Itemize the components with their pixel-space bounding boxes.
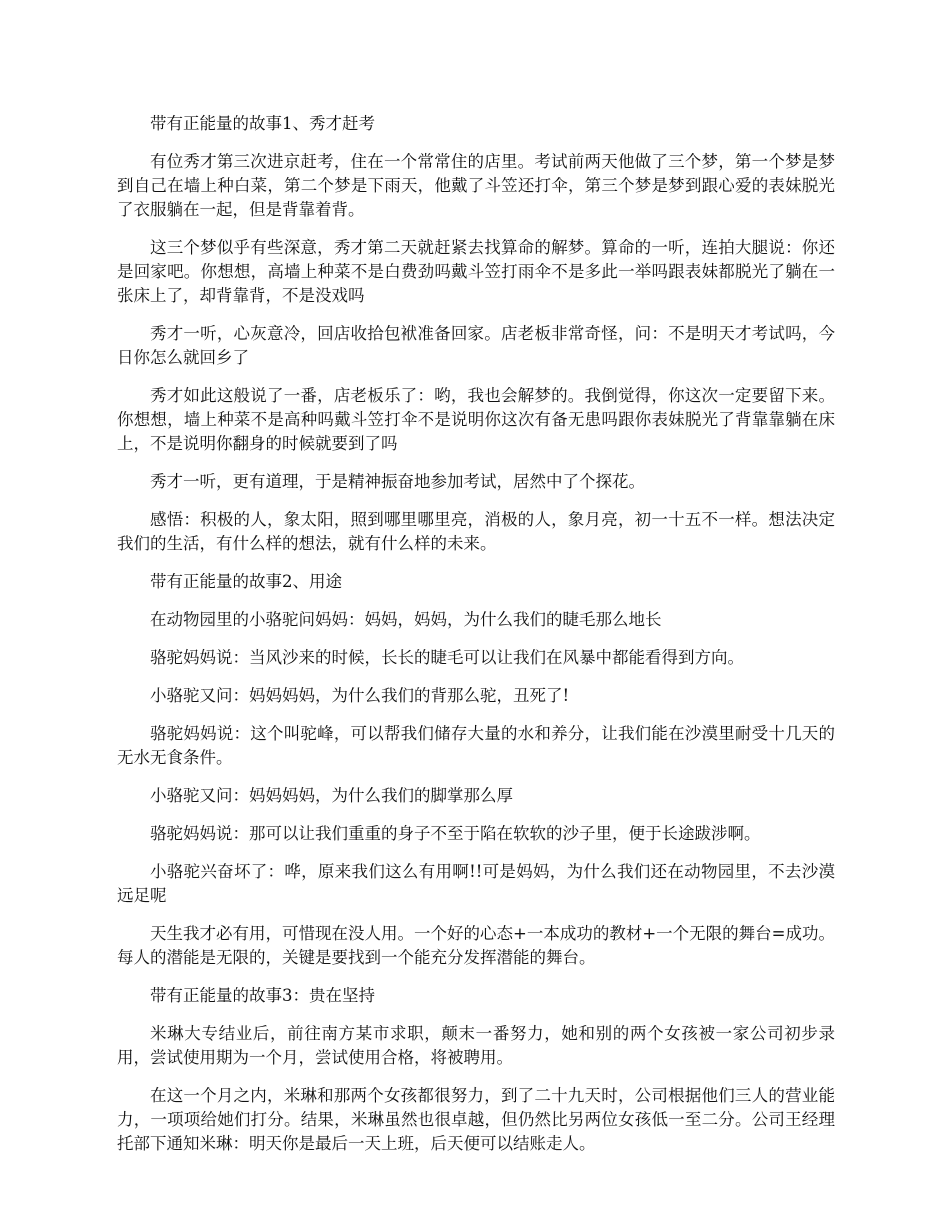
paragraph: 米琳大专结业后，前往南方某市求职，颠末一番努力，她和别的两个女孩被一家公司初步录用，尝试使用期为一个月，尝试使用合格，将被聘用。 <box>117 1024 835 1067</box>
paragraph: 小骆驼又问：妈妈妈妈，为什么我们的背那么驼，丑死了! <box>150 686 570 705</box>
paragraph: 感悟：积极的人，象太阳，照到哪里哪里亮，消极的人，象月亮，初一十五不一样。想法决定我们的生活，有什么样的想法，就有什么样的未来。 <box>117 510 835 553</box>
paragraph: 秀才如此这般说了一番，店老板乐了：哟，我也会解梦的。我倒觉得，你这次一定要留下来。你想想，墙上种菜不是高种吗戴斗笠打伞不是说明你这次有备无患吗跟你表妹脱光了背靠靠躺在床上，不是说明你翻身的时候就要到了吗 <box>117 386 835 453</box>
paragraph: 秀才一听，更有道理，于是精神振奋地参加考试，居然中了个探花。 <box>150 472 645 491</box>
paragraph: 这三个梦似乎有些深意，秀才第二天就赶紧去找算命的解梦。算命的一听，连拍大腿说：你还是回家吧。你想想，高墙上种菜不是白费劲吗戴斗笠打雨伞不是多此一举吗跟表妹都脱光了躺在一张床上了，却背靠背，不是没戏吗 <box>117 238 835 305</box>
paragraph: 骆驼妈妈说：当风沙来的时候，长长的睫毛可以让我们在风暴中都能看得到方向。 <box>150 648 744 667</box>
paragraph: 天生我才必有用，可惜现在没人用。一个好的心态+一本成功的教材+一个无限的舞台=成功。每人的潜能是无限的，关键是要找到一个能充分发挥潜能的舞台。 <box>117 924 835 967</box>
paragraph: 骆驼妈妈说：那可以让我们重重的身子不至于陷在软软的沙子里，便于长途跋涉啊。 <box>150 824 761 843</box>
story-2-heading: 带有正能量的故事2、用途 <box>150 572 342 591</box>
paragraph: 小骆驼兴奋坏了：哗，原来我们这么有用啊!!可是妈妈，为什么我们还在动物园里，不去沙漠远足呢 <box>117 862 835 905</box>
paragraph: 小骆驼又问：妈妈妈妈，为什么我们的脚掌那么厚 <box>150 786 513 805</box>
story-3-heading: 带有正能量的故事3：贵在坚持 <box>150 986 375 1005</box>
paragraph: 秀才一听，心灰意冷，回店收拾包袱准备回家。店老板非常奇怪，问：不是明天才考试吗，今日你怎么就回乡了 <box>117 324 835 367</box>
paragraph: 在这一个月之内，米琳和那两个女孩都很努力，到了二十九天时，公司根据他们三人的营业能力，一项项给她们打分。结果，米琳虽然也很卓越，但仍然比另两位女孩低一至二分。公司王经理托部下通知米琳：明天你是最后一天上班，后天便可以结账走人。 <box>117 1086 835 1153</box>
paragraph: 骆驼妈妈说：这个叫驼峰，可以帮我们储存大量的水和养分，让我们能在沙漠里耐受十几天的无水无食条件。 <box>117 724 835 767</box>
story-1-heading: 带有正能量的故事1、秀才赶考 <box>150 114 375 133</box>
paragraph: 有位秀才第三次进京赶考，住在一个常常住的店里。考试前两天他做了三个梦，第一个梦是梦到自己在墙上种白菜，第二个梦是下雨天，他戴了斗笠还打伞，第三个梦是梦到跟心爱的表妹脱光了衣服躺在一起，但是背靠着背。 <box>117 152 835 219</box>
paragraph: 在动物园里的小骆驼问妈妈：妈妈，妈妈，为什么我们的睫毛那么地长 <box>150 610 662 629</box>
